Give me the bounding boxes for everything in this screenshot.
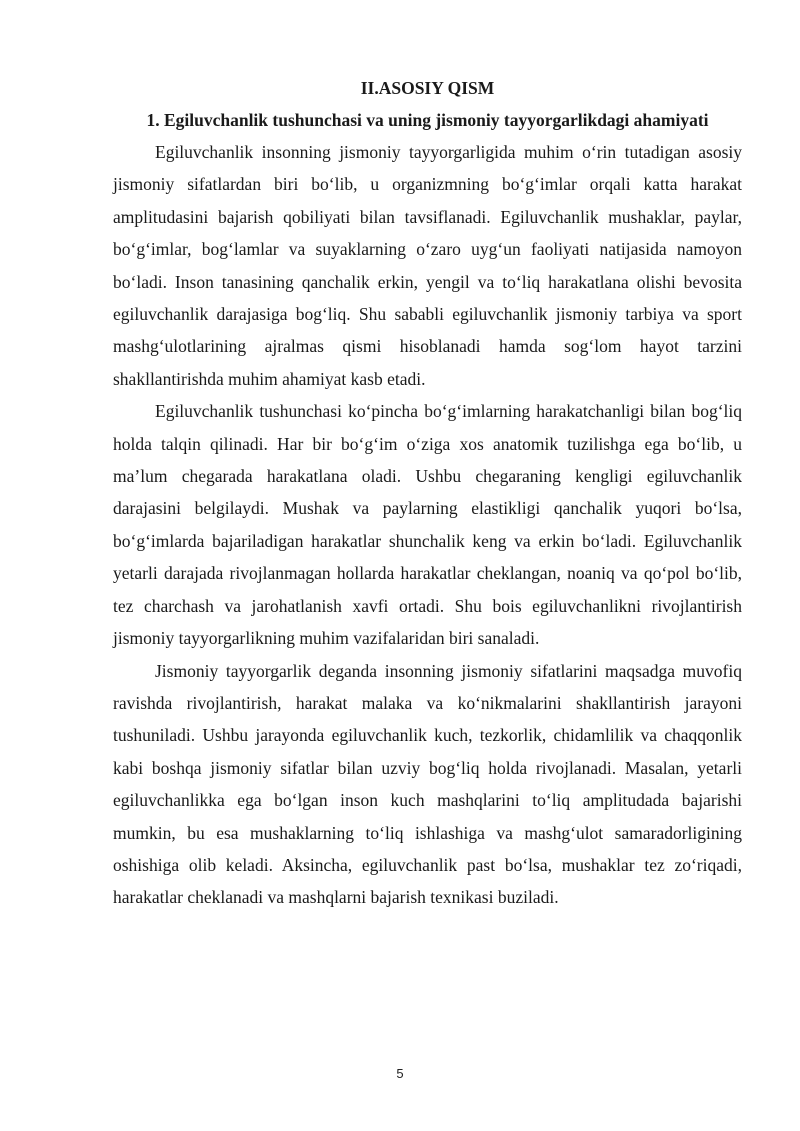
section-title: 1. Egiluvchanlik tushunchasi va uning jismoniy tayyorgarlikdagi ahamiyati bbox=[146, 110, 709, 130]
paragraph-3: Jismoniy tayyorgarlik deganda insonning jismoniy sifatlarini maqsadga muvofiq ravishda rivojlantirish, harakat malaka va ko‘nikmalarini shakllantirish jarayoni tushuniladi. Ushbu jarayonda egiluvchanlik kuch, tezkorlik, chidamlilik va chaqqonlik kabi boshqa jismoniy sifatlar bilan uzviy bog‘liq holda rivojlanadi. Masalan, yetarli egiluvchanlikka ega bo‘lgan inson kuch mashqlarini to‘liq amplitudada bajarishi mumkin, bu esa mushaklarning to‘liq ishlashiga va mashg‘ulot samaradorligining oshishiga olib keladi. Aksincha, egiluvchanlik past bo‘lsa, mushaklar tez zo‘riqadi, harakatlar cheklanadi va mashqlarni bajarish texnikasi buziladi. bbox=[113, 660, 742, 908]
paragraph-2: Egiluvchanlik tushunchasi ko‘pincha bo‘g‘imlarning harakatchanligi bilan bog‘liq holda talqin qilinadi. Har bir bo‘g‘im o‘ziga xos anatomik tuzilishga ega bo‘lib, u ma’lum chegarada harakatlana oladi. Ushbu chegaraning kengligi egiluvchanlik darajasini belgilaydi. Mushak va paylarning elastikligi qanchalik yuqori bo‘lsa, bo‘g‘imlarda bajariladigan harakatlar shunchalik keng va erkin bo‘ladi. Egiluvchanlik yetarli darajada rivojlanmagan hollarda harakatlar cheklangan, noaniq va qo‘pol bo‘lib, tez charchash va jarohatlanish xavfi ortadi. Shu bois egiluvchanlikni rivojlantirish jismoniy tayyorgarlikning muhim vazifalaridan biri sanaladi. bbox=[113, 401, 742, 649]
paragraph-1: Egiluvchanlik insonning jismoniy tayyorgarligida muhim o‘rin tutadigan asosiy jismoniy sifatlardan biri bo‘lib, u organizmning bo‘g‘imlar orqali katta harakat amplitudasini bajarish qobiliyati bilan tavsiflanadi. Egiluvchanlik mushaklar, paylar, bo‘g‘imlar, bog‘lamlar va suyaklarning o‘zaro uyg‘un faoliyati natijasida namoyon bo‘ladi. Inson tanasining qanchalik erkin, yengil va to‘liq harakatlana olishi bevosita egiluvchanlik darajasiga bog‘liq. Shu sababli egiluvchanlik jismoniy tarbiya va sport mashg‘ulotlarining ajralmas qismi hisoblanadi hamda sog‘lom hayot tarzini shakllantirishda muhim ahamiyat kasb etadi. bbox=[113, 142, 742, 389]
document-page bbox=[113, 78, 742, 914]
page-number: 5 bbox=[396, 1066, 404, 1081]
chapter-title: II.ASOSIY QISM bbox=[360, 78, 495, 98]
